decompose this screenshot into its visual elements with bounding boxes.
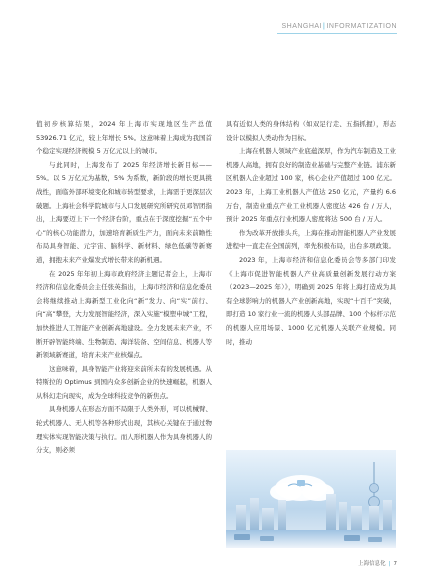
paragraph: 上海在机器人领域产业底蕴深厚，作为汽车制造及工业机器人高地，拥有良好的制造业基础与完整产业链。浦东新区机器人企业超过 100 家，核心企业产值超过 100 亿元。2023 年，上海工业机器人产值达 250 亿元，产量约 6.6 万台，制造业重点产业工业机器人密度达 426 台 / 万人，预计 2025 年重点行业机器人密度将达 500 台 / 万人。 xyxy=(226,147,396,224)
paragraph: 与此同时，上海发布了 2025 年经济增长新目标——5%。以 5 万亿元为基数，5% 为系数，新阶段的增长更具挑战性，面临外部环境变化和城市转型要求，上海需于更深层次破题。上海社会科学院城市与人口发展研究所研究员邓智团指出，上海要迈上下一个经济台阶，重点在于深度挖掘“五个中心”的核心功能潜力，加速培育新质生产力，面向未来前瞻性布局具身智能、元宇宙、脑科学、新材料、绿色低碳等新赛道，拥抱未来产业爆发式增长带来的新机遇。 xyxy=(36,160,212,264)
footer-separator: | xyxy=(388,561,391,567)
paragraph: 具身机器人在形态方面不局限于人类外形，可以机械臂、轮式机器人、无人机等各种形式出现，其核心关键在于通过物理实体实现智能决策与执行。而人形机器人作为具身机器人的分支，则必须 xyxy=(36,405,212,455)
header-rule xyxy=(277,33,397,34)
skyline-graphic xyxy=(226,450,396,548)
paragraph: 这意味着，具身智能产业将迎来前所未有的发展机遇。从特斯拉的 Optimus 到国内众多创新企业的快速崛起，机器人从科幻走向现实，成为全球科技竞争的新焦点。 xyxy=(36,364,212,400)
page-footer xyxy=(358,559,397,567)
footer-publication: 上海信息化 xyxy=(358,561,386,567)
left-column xyxy=(36,118,212,458)
paragraph: 具有近似人类的身体结构（如双足行走、五指抓握），形态设计以模拟人类动作为目标。 xyxy=(226,120,396,142)
city-cloud-illustration xyxy=(226,450,396,548)
paragraph: 在 2025 年年初上海市政府经济主题记者会上，上海市经济和信息化委员会主任张英指出，上海市经济和信息化委员会将继续推动上海新型工业化向“新”发力、向“实”前行、向“高”攀登，大力发展智能经济，深入实施“模塑申城”工程，加快推进人工智能产业创新高地建设。全力发展未来产业，不断开辟智能终端、生物制造、海洋装备、空间信息、机器人等新领域新赛道，培育未来产业核爆点。 xyxy=(36,269,212,360)
paragraph: 作为改革开放排头兵，上海在推动智能机器人产业发展进程中一直走在全国前列，率先积极布局，出台多项政策。 xyxy=(226,228,396,251)
header-separator: | xyxy=(323,23,326,30)
paragraph: 2023 年，上海市经济和信息化委员会等多部门印发《上海市促进智能机器人产业高质量创新发展行动方案（2023—2025 年）》，明确到 2025 年将上海打造成为具有全球影响力的机器人产业创新高地，实现“十百千”突破，即打造 10 家行业一流的机器人头部品牌、100 个标杆示范的机器人应用场景、1000 亿元机器人关联产业规模。同时，推动 xyxy=(226,255,396,346)
right-column xyxy=(226,118,396,349)
running-header xyxy=(281,23,397,30)
header-right-text: INFORMATIZATION xyxy=(326,23,397,30)
header-left-text: SHANGHAI xyxy=(281,23,323,30)
chip-icon xyxy=(234,534,250,540)
paragraph: 值初步核算结果，2024 年上海市实现地区生产总值 53926.71 亿元，较上年增长 5%。这意味着上海成为我国首个稳定实现经济规模 5 万亿元以上的城市。 xyxy=(36,120,212,156)
page-number: 7 xyxy=(393,561,397,567)
